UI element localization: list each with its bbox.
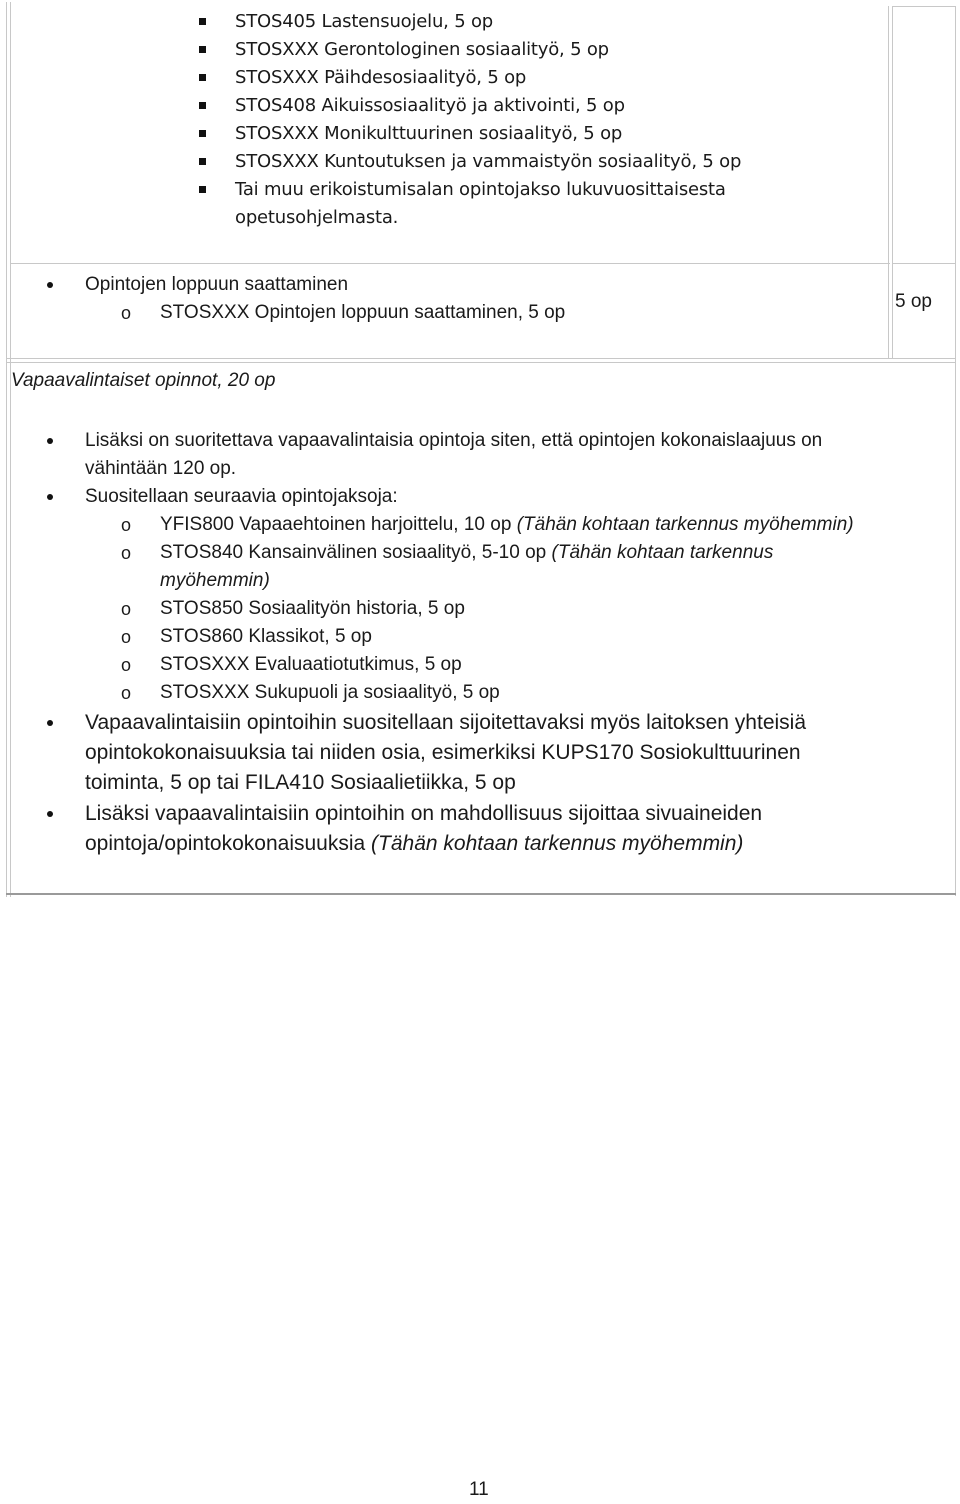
square-bullet-icon	[199, 46, 206, 53]
bullet-dot-icon	[47, 720, 53, 726]
page-number: 11	[469, 1479, 489, 1500]
elective-bullet-2: Suositellaan seuraavia opintojaksoja:	[85, 486, 398, 507]
bullet-dot-icon	[47, 438, 53, 444]
square-bullet-icon	[199, 158, 206, 165]
table-border-top-right	[892, 6, 956, 7]
course-item: STOSXXX Evaluaatiotutkimus, 5 op	[160, 654, 462, 675]
list-item: STOSXXX Päihdesosiaalityö, 5 op	[235, 67, 527, 88]
elective-bullet-4: Lisäksi vapaavalintaisiin opintoihin on mahdollisuus sijoittaa sivuaineiden	[85, 802, 763, 825]
table-border-far-right	[955, 6, 956, 896]
elective-bullet-1-cont: vähintään 120 op.	[85, 458, 237, 479]
sub-bullet-icon: o	[121, 303, 132, 323]
row-divider-1	[10, 263, 890, 264]
bullet-4-note: (Tähän kohtaan tarkennus myöhemmin)	[371, 832, 744, 855]
list-item: STOSXXX Kuntoutuksen ja vammaistyön sosiaalityö, 5 op	[235, 151, 742, 172]
course-item: STOS850 Sosiaalityön historia, 5 op	[160, 598, 465, 619]
table-border-left-1	[6, 2, 7, 897]
square-bullet-icon	[199, 18, 206, 25]
row-divider-2	[6, 358, 956, 359]
elective-heading: Vapaavalintaiset opinnot, 20 op	[11, 370, 276, 391]
course-text: YFIS800 Vapaaehtoinen harjoittelu, 10 op	[160, 514, 512, 535]
course-text: STOS840 Kansainvälinen sosiaalityö, 5-10 op	[160, 542, 547, 563]
elective-bullet-1: Lisäksi on suoritettava vapaavalintaisia opintoja siten, että opintojen kokonaislaajuus on	[85, 430, 823, 451]
sub-bullet-icon: o	[121, 543, 132, 563]
list-item: STOSXXX Monikulttuurinen sosiaalityö, 5 op	[235, 123, 623, 144]
sub-bullet-icon: o	[121, 599, 132, 619]
course-note: (Tähän kohtaan tarkennus myöhemmin)	[516, 514, 854, 535]
course-item	[160, 511, 854, 539]
course-item	[160, 539, 773, 567]
completion-sub-item: STOSXXX Opintojen loppuun saattaminen, 5 op	[160, 302, 566, 323]
sub-bullet-icon: o	[121, 655, 132, 675]
row-divider-1b	[892, 263, 956, 264]
completion-title: Opintojen loppuun saattaminen	[85, 274, 349, 295]
table-border-left-2	[10, 2, 11, 897]
course-note: (Tähän kohtaan tarkennus	[551, 542, 774, 563]
course-item: STOSXXX Sukupuoli ja sosiaalityö, 5 op	[160, 682, 500, 703]
table-bottom-border	[6, 893, 956, 895]
bullet-dot-icon	[47, 811, 53, 817]
sub-bullet-icon: o	[121, 683, 132, 703]
sub-bullet-icon: o	[121, 627, 132, 647]
elective-bullet-3-cont: toiminta, 5 op tai FILA410 Sosiaalietiikka, 5 op	[85, 771, 516, 794]
elective-bullet-4-cont	[85, 829, 743, 859]
elective-bullet-3-cont: opintokokonaisuuksia tai niiden osia, esimerkiksi KUPS170 Sosiokulttuurinen	[85, 741, 801, 764]
row-divider-2b	[6, 362, 956, 363]
completion-credits: 5 op	[895, 291, 932, 312]
square-bullet-icon	[199, 74, 206, 81]
square-bullet-icon	[199, 102, 206, 109]
table-border-right-main	[888, 6, 889, 358]
list-item: STOSXXX Gerontologinen sosiaalityö, 5 op	[235, 39, 609, 60]
bullet-dot-icon	[47, 282, 53, 288]
list-item-continuation: opetusohjelmasta.	[235, 207, 399, 228]
list-item: STOS408 Aikuissosiaalityö ja aktivointi, 5 op	[235, 95, 625, 116]
square-bullet-icon	[199, 130, 206, 137]
table-border-right-inner	[892, 6, 893, 358]
elective-bullet-3: Vapaavalintaisiin opintoihin suositellaan sijoitettavaksi myös laitoksen yhteisiä	[85, 711, 807, 734]
list-item: STOS405 Lastensuojelu, 5 op	[235, 11, 494, 32]
bullet-4-plain: opintoja/opintokokonaisuuksia	[85, 832, 366, 855]
list-item: Tai muu erikoistumisalan opintojakso lukuvuosittaisesta	[235, 179, 726, 200]
course-note-cont: myöhemmin)	[160, 570, 270, 591]
bullet-dot-icon	[47, 494, 53, 500]
square-bullet-icon	[199, 186, 206, 193]
sub-bullet-icon: o	[121, 515, 132, 535]
course-item: STOS860 Klassikot, 5 op	[160, 626, 372, 647]
